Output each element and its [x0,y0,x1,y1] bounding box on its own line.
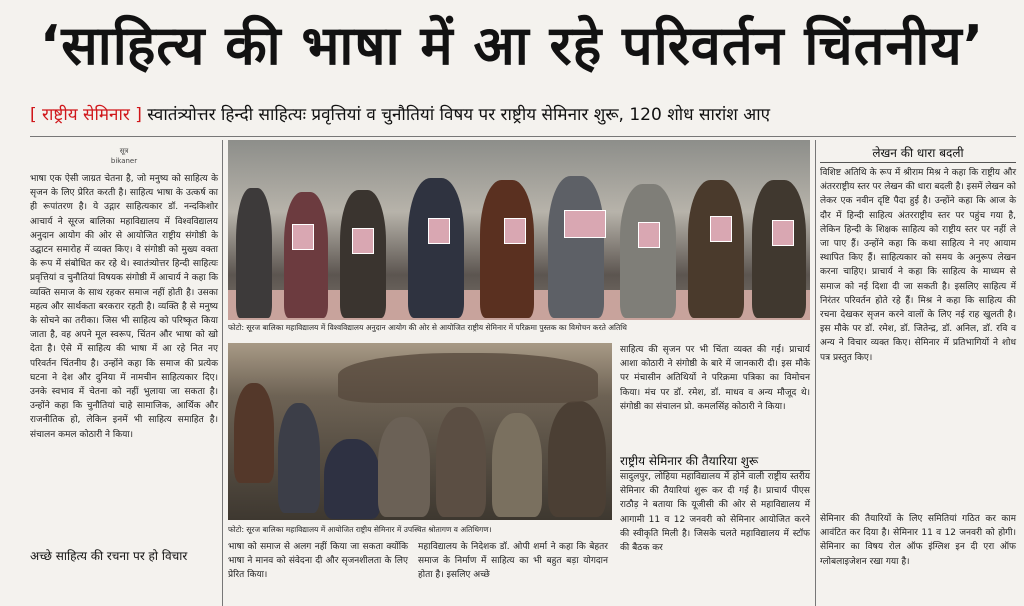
audience-member [234,383,274,483]
headline: ‘साहित्य की भाषा में आ रहे परिवर्तन चिंतनीय’ [39,14,985,77]
column-left [30,147,218,540]
bottom-text-b: महाविद्यालय के निदेशक डॉ. ओपी शर्मा ने कहा कि बेहतर समाज के निर्माण में साहित्य का भी बहुत बड़ा योगदान होता है। इसलिए अच्छे [418,542,608,581]
byline-source: सूत्र [119,147,129,155]
section-tag: [ राष्ट्रीय सेमिनार ] [30,105,142,125]
bottom-text-c: सेमिनार की तैयारियों के लिए समितियां गठित कर काम आवंटित कर दिया है। सेमिनार 11 व 12 जनवरी को होगी। सेमिनार का विषय रोल ऑफ इंग्लिश इन दी एरा ऑफ ग्लोबलाइजेशन रखा गया है। [820,514,1016,567]
audience-member [378,417,430,517]
person-figure [284,192,328,318]
section-divider [30,136,1016,137]
audience-member [548,401,606,517]
person-figure [688,180,744,318]
book-cover [772,220,794,246]
book-cover [564,210,606,238]
audience-back-rows [338,353,598,403]
photo-book-release [228,140,810,320]
person-figure [480,180,534,318]
person-figure [236,188,272,318]
book-cover [352,228,374,254]
column-middle-subheading: राष्ट्रीय सेमिनार की तैयारिया शुरू [620,452,810,471]
column-left-subheading: अच्छे साहित्य की रचना पर हो विचार [30,549,188,563]
subheadline [30,100,1020,130]
book-cover [638,222,660,248]
book-cover [428,218,450,244]
column-divider [815,140,816,606]
audience-member [324,439,380,519]
person-figure [752,180,806,318]
photo-audience [228,343,612,520]
bottom-text-a: भाषा को समाज से अलग नहीं किया जा सकता क्योंकि भाषा ने मानव को संवेदना दी और सृजनशीलता के लिए प्रेरित किया। [228,542,408,581]
photo2-caption: फोटो: सूरज बालिका महाविद्यालय में आयोजित राष्ट्रीय सेमिनार में उपस्थित श्रोतागण व अतिथिगण। [228,525,492,534]
book-cover [710,216,732,242]
right-column-title: लेखन की धारा बदली [820,144,1016,163]
audience-member [492,413,542,517]
person-figure [620,184,676,318]
subheadline-text: स्वातंत्र्योत्तर हिन्दी साहित्यः प्रवृत्तियां व चुनौतियां विषय पर राष्ट्रीय सेमिनार शुरू, 120 शोध सारांश आए [147,105,771,125]
person-figure [340,190,386,318]
byline-place: bikaner [110,157,138,165]
audience-member [278,403,320,513]
column-middle-body: साहित्य की सृजन पर भी चिंता व्यक्त की गई। प्राचार्य आशा कोठारी ने संगोष्ठी के बारे में जानकारी दी। इस मौके पर मंचासीन अतिथियों ने परिक्रमा पत्रिका का विमोचन किया। मंच पर डॉ. रमेश, डॉ. माधव व अन्य मौजूद थे। संगोष्ठी का संचालन प्रो. कमलसिंह कोठारी ने किया। [620,345,810,412]
column-middle-body-2: सादुलपुर, लोहिया महाविद्यालय में होने वाली राष्ट्रीय स्तरीय सेमिनार की तैयारियां शुरू कर दी गई है। प्राचार्य पीएस राठौड़ ने बताया कि यूजीसी की ओर से महाविद्यालय में आगामी 11 व 12 जनवरी को सेमिनार आयोजित करने की स्वीकृति मिली है। जिसके चलते महाविद्यालय में स्टॉफ की बैठक कर [620,472,810,554]
column-right-body: विशिष्ट अतिथि के रूप में श्रीराम मिश्र ने कहा कि राष्ट्रीय और अंतरराष्ट्रीय स्तर पर लेखन की धारा बदली है। इसमें लेखन को लेकर एक नवीन दृष्टि पैदा हुई है। उन्होंने कहा कि आज के दौर में हिन्दी साहित्य अंतरराष्ट्रीय स्तर पर पहुंच गया है, लेकिन हिन्दी के शिक्षक साहित्य को राष्ट्रीय स्तर पर नहीं ले जा पाए हैं। उन्होंने कहा कि कथा साहित्य ने नए आयाम स्थापित किए हैं। साहित्यकार को समय के अनुरूप लेखन करना चाहिए। प्राचार्य ने कहा कि साहित्य के माध्यम से समाज को नई दिशा दी जा सकती है। इसलिए साहित्य में निरंतर परिवर्तन होते रहे हैं। मिश्र ने कहा कि साहित्य की रचना देखकर सृजन करने वालों के लिए नई राह खुलती है। इस मौके पर डॉ. रमेश, डॉ. जितेन्द्र, डॉ. अनिल, डॉ. रवि व अन्य ने विचार व्यक्त किए। सेमिनार में प्रतिभागियों ने शोध पत्र प्रस्तुत किए। [820,168,1016,363]
book-cover [504,218,526,244]
book-cover [292,224,314,250]
audience-member [436,407,486,517]
person-figure [548,176,604,318]
person-figure [408,178,464,318]
column-divider [222,140,223,606]
photo1-caption: फोटो: सूरज बालिका महाविद्यालय में विश्वविद्यालय अनुदान आयोग की ओर से आयोजित राष्ट्रीय सेमिनार में परिक्रमा पुस्तक का विमोचन करते अतिथि [228,323,627,332]
column-left-body: भाषा एक ऐसी जाग्रत चेतना है, जो मनुष्य को साहित्य के सृजन के लिए प्रेरित करती है। साहित्य भाषा के उत्कर्ष का ही रूपांतरण है। ये उद्गार साहित्यकार डॉ. नन्दकिशोर आचार्य ने सूरज बालिका महाविद्यालय में विश्वविद्यालय अनुदान आयोग की ओर से आयोजित राष्ट्रीय संगोष्ठी के उद्घाटन समारोह में व्यक्त किए। वे संगोष्ठी को मुख्य वक्ता के रूप में संबोधित कर रहे थे। स्वातंत्र्योत्तर हिन्दी साहित्यः प्रवृत्तियां व चुनौतियां विषयक संगोष्ठी में आचार्य ने कहा कि व्यक्ति समाज के साथ रहकर समाज नहीं होती है। उसका महत्व और सार्थकता बरकरार रहती है। व्यक्ति है से मनुष्य के सोचने का तरीका। जिस भी साहित्य को परिष्कृत किया जाता है, वह अपने मूल स्वरूप, चिंतन और भाषा को खो देता है। ऐसे में साहित्य की भाषा में आ रहे नित नए परिवर्तन चिंतनीय है। उन्होंने कहा कि समाज की प्रत्येक घटना ने देश और दुनिया में नामचीन साहित्यकार दिए। उनके स्वभाव में चेतना को नहीं भुलाया जा सकता है। उन्होंने कहा कि चुनौतियां चाहे सामाजिक, आर्थिक और राजनीतिक हो, लेकिन इनमें भी साहित्य समाहित है। संचालन कमल कोठारी ने किया। [30,174,218,440]
